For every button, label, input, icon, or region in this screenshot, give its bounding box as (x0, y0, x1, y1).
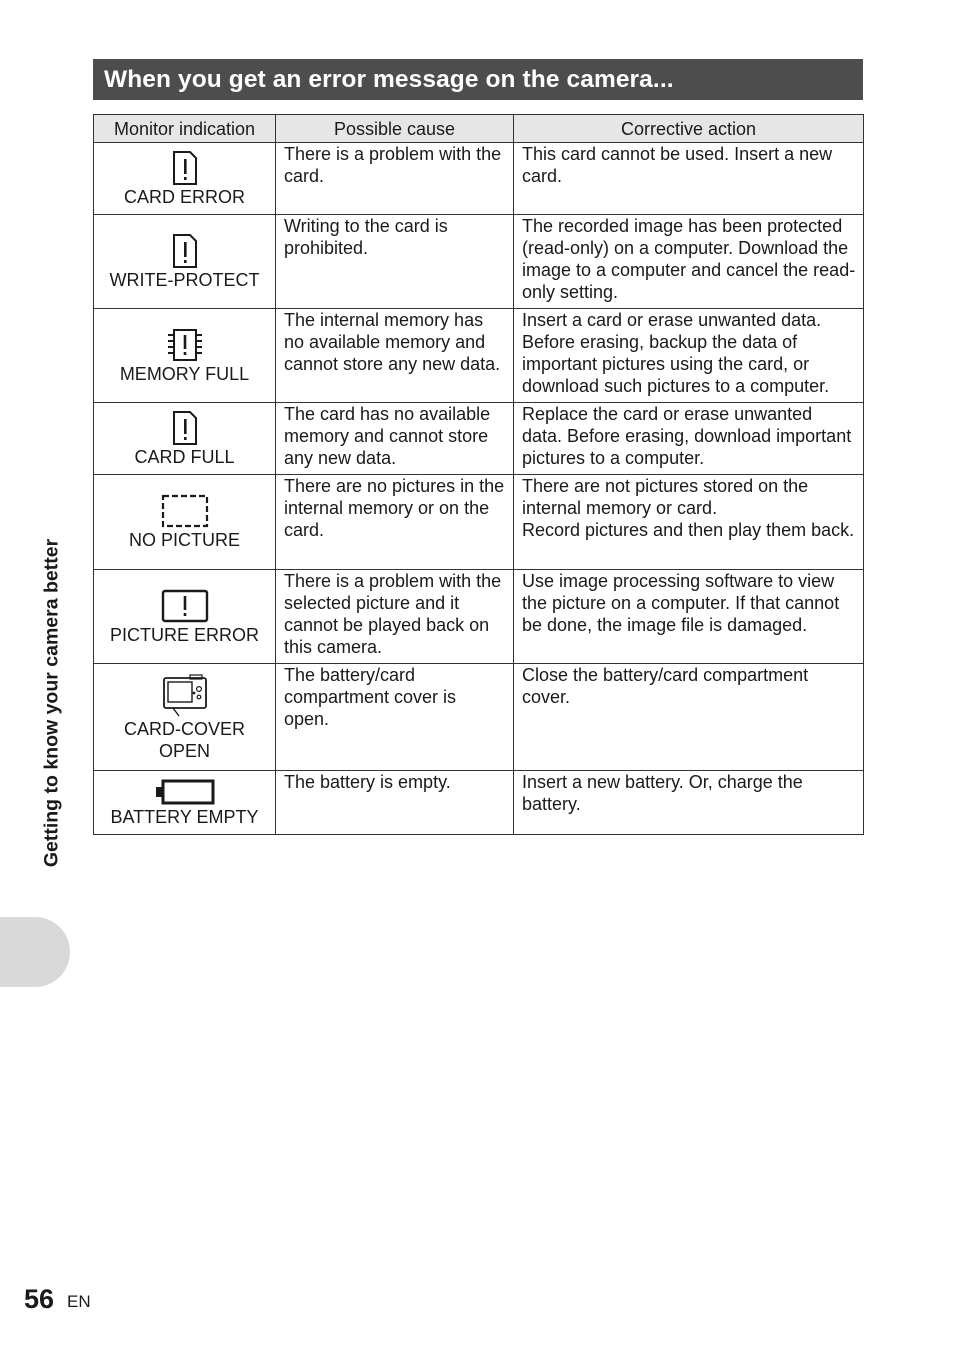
side-section-label: Getting to know your camera better (40, 538, 63, 868)
corrective-action-cell: Close the battery/card compartment cover. (514, 664, 864, 771)
indication-label: CARD-COVER (123, 719, 245, 739)
monitor-indication-cell (94, 771, 276, 835)
indication-label: PICTURE ERROR (109, 624, 259, 645)
table-row (94, 309, 864, 403)
error-message-table (93, 114, 864, 835)
corrective-action-cell: Insert a card or erase unwanted data. Before erasing, backup the data of important pictures using the card, or download such pictures to a computer. (514, 309, 864, 403)
monitor-indication-cell (94, 475, 276, 570)
possible-cause-cell: The card has no available memory and cannot store any new data. (276, 403, 514, 475)
section-title-bar (93, 59, 863, 100)
indication-label: CARD FULL (134, 446, 235, 467)
monitor-indication-cell (94, 215, 276, 309)
corrective-action-text: Record pictures and then play them back. (522, 520, 855, 540)
indication-label: BATTERY EMPTY (110, 806, 259, 827)
battery-empty-icon (154, 778, 216, 806)
memory-full-icon (165, 327, 205, 363)
indication-label: NO PICTURE (128, 530, 240, 550)
indication-label: CARD ERROR (123, 186, 245, 207)
no-picture-icon (160, 493, 210, 529)
corrective-action-cell: Use image processing software to view the picture on a computer. If that cannot be done, the image file is damaged. (514, 570, 864, 664)
header-monitor-indication: Monitor indication (94, 115, 276, 143)
section-title: When you get an error message on the camera... (104, 65, 674, 93)
possible-cause-cell: The battery is empty. (276, 771, 514, 835)
table-row (94, 570, 864, 664)
possible-cause-cell: There is a problem with the selected picture and it cannot be played back on this camera. (276, 570, 514, 664)
write-protect-icon (170, 233, 200, 269)
side-tab-marker (0, 917, 70, 987)
card-full-icon (170, 410, 200, 446)
corrective-action-text: There are not pictures stored on the internal memory or card. (522, 476, 809, 518)
corrective-action-cell: Insert a new battery. Or, charge the battery. (514, 771, 864, 835)
card-error-icon (170, 150, 200, 186)
header-possible-cause: Possible cause (276, 115, 514, 143)
corrective-action-cell: This card cannot be used. Insert a new card. (514, 143, 864, 215)
monitor-indication-cell (94, 309, 276, 403)
table-row (94, 215, 864, 309)
indication-label: WRITE-PROTECT (109, 269, 260, 290)
page-language: EN (67, 1292, 91, 1311)
indication-label: MEMORY FULL (119, 363, 250, 384)
table-row (94, 475, 864, 570)
monitor-indication-cell (94, 570, 276, 664)
table-header-row (94, 115, 864, 143)
monitor-indication-cell (94, 664, 276, 771)
corrective-action-cell: The recorded image has been protected (read-only) on a computer. Download the image to a computer and cancel the read-only setting. (514, 215, 864, 309)
possible-cause-cell: Writing to the card is prohibited. (276, 215, 514, 309)
monitor-indication-cell (94, 143, 276, 215)
possible-cause-cell: The internal memory has no available memory and cannot store any new data. (276, 309, 514, 403)
possible-cause-cell: The battery/card compartment cover is open. (276, 664, 514, 771)
picture-error-icon (160, 588, 210, 624)
card-cover-open-icon (160, 672, 210, 718)
header-corrective-action: Corrective action (514, 115, 864, 143)
page-number: 56 (24, 1284, 55, 1314)
corrective-action-cell (514, 475, 864, 570)
possible-cause-cell: There are no pictures in the internal memory or on the card. (276, 475, 514, 570)
table-row (94, 143, 864, 215)
table-row (94, 771, 864, 835)
indication-label: OPEN (158, 741, 210, 761)
monitor-indication-cell (94, 403, 276, 475)
possible-cause-cell: There is a problem with the card. (276, 143, 514, 215)
corrective-action-cell: Replace the card or erase unwanted data. Before erasing, download important pictures to a computer. (514, 403, 864, 475)
table-row (94, 664, 864, 771)
table-row (94, 403, 864, 475)
